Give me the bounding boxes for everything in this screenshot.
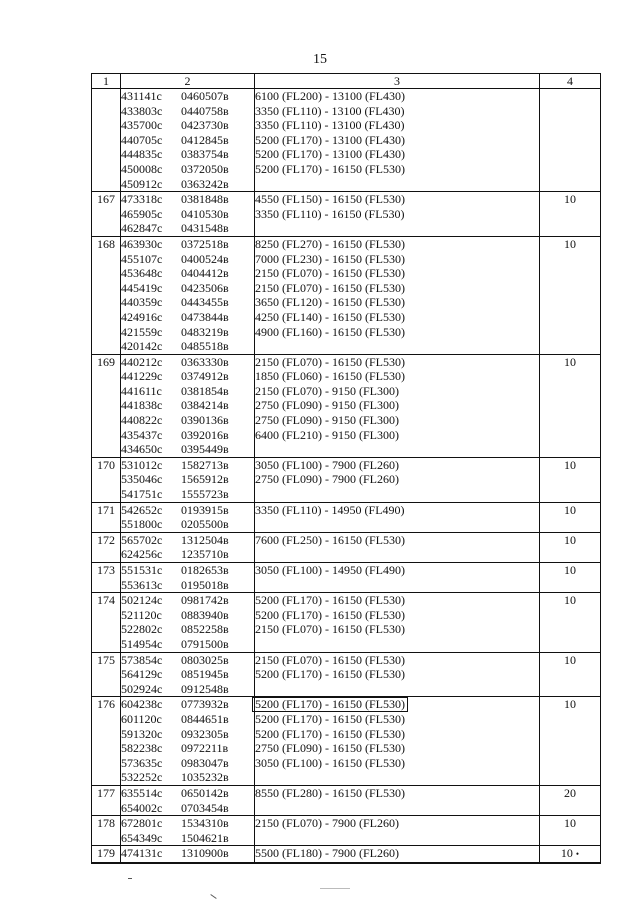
latitude-value: 551800с	[121, 517, 163, 532]
coordinate-pair	[121, 487, 254, 502]
table-row	[92, 593, 601, 652]
longitude-value: 0981742в	[181, 593, 229, 608]
coordinates-cell	[121, 354, 255, 457]
longitude-value: 0483219в	[181, 324, 229, 339]
longitude-value: 1565912в	[181, 472, 229, 487]
longitude-value: 0844651в	[181, 711, 229, 726]
latitude-value: 502124с	[121, 593, 163, 608]
coordinate-pair	[121, 237, 254, 252]
altitude-range: 5200 (FL170) - 16150 (FL530)	[255, 593, 405, 608]
row-number: 169	[92, 354, 121, 457]
table-row	[92, 192, 601, 237]
altitude-range: 8550 (FL280) - 16150 (FL530)	[255, 785, 405, 800]
coordinate-pair	[121, 667, 254, 682]
value-cell	[540, 192, 601, 237]
altitude-range: 2150 (FL070) - 16150 (FL530)	[255, 622, 405, 637]
value-cell	[540, 532, 601, 562]
latitude-value: 434650с	[121, 442, 163, 457]
bullet-mark: •	[575, 849, 580, 860]
altitude-range: 5200 (FL170) - 16150 (FL530)	[255, 161, 405, 176]
latitude-value: 565702с	[121, 532, 163, 547]
coordinates-table	[91, 73, 601, 864]
longitude-value: 0883940в	[181, 607, 229, 622]
coordinate-pair	[121, 727, 254, 742]
coordinate-pair	[121, 472, 254, 487]
row-value: 10	[564, 816, 576, 831]
table-row	[92, 502, 601, 532]
longitude-value: 1235710в	[181, 547, 229, 562]
latitude-value: 535046с	[121, 472, 163, 487]
altitude-range: 2150 (FL070) - 16150 (FL530)	[255, 280, 405, 295]
coordinates-cell	[121, 236, 255, 354]
coordinate-pair	[121, 653, 254, 668]
value-cell	[540, 593, 601, 652]
altitude-range: 3050 (FL100) - 7900 (FL260)	[255, 457, 399, 472]
row-value: 10	[564, 652, 576, 667]
latitude-value: 435437с	[121, 427, 163, 442]
altitude-range-cell	[255, 697, 540, 786]
row-value: 20	[564, 785, 576, 800]
row-value: 10	[564, 457, 576, 472]
longitude-value: 1310900в	[181, 846, 229, 861]
altitude-range: 2750 (FL090) - 9150 (FL300)	[255, 398, 399, 413]
longitude-value: 0703454в	[181, 800, 229, 815]
value-cell	[540, 563, 601, 593]
coordinates-cell	[121, 652, 255, 697]
longitude-value: 0485518в	[181, 339, 229, 354]
longitude-value: 0363330в	[181, 354, 229, 369]
altitude-range: 7000 (FL230) - 16150 (FL530)	[255, 251, 405, 266]
coordinates-cell	[121, 816, 255, 846]
latitude-value: 424916с	[121, 309, 163, 324]
longitude-value: 0381848в	[181, 192, 229, 207]
coordinate-pair	[121, 637, 254, 652]
row-number: 167	[92, 192, 121, 237]
altitude-range-cell	[255, 192, 540, 237]
table-row	[92, 236, 601, 354]
value-cell	[540, 816, 601, 846]
row-number: 168	[92, 236, 121, 354]
coordinate-pair	[121, 355, 254, 370]
table-row	[92, 457, 601, 502]
coordinate-pair	[121, 741, 254, 756]
value-cell	[540, 846, 601, 863]
altitude-range: 4550 (FL150) - 16150 (FL530)	[255, 192, 405, 207]
altitude-range: 1850 (FL060) - 16150 (FL530)	[255, 369, 405, 384]
longitude-value: 0983047в	[181, 755, 229, 770]
coordinates-cell	[121, 563, 255, 593]
coordinates-cell	[121, 846, 255, 863]
coordinate-pair	[121, 547, 254, 562]
latitude-value: 502924с	[121, 681, 163, 696]
value-cell	[540, 89, 601, 192]
longitude-value: 0423730в	[181, 118, 229, 133]
coordinate-pair	[121, 89, 254, 104]
table-row	[92, 652, 601, 697]
row-number: 171	[92, 502, 121, 532]
scan-mark	[210, 894, 216, 899]
longitude-value: 0410530в	[181, 206, 229, 221]
row-value: 10	[564, 532, 576, 547]
latitude-value: 635514с	[121, 785, 163, 800]
altitude-range-cell	[255, 532, 540, 562]
value-cell	[540, 236, 601, 354]
row-number: 177	[92, 785, 121, 815]
longitude-value: 0384214в	[181, 398, 229, 413]
latitude-value: 564129с	[121, 667, 163, 682]
latitude-value: 441838с	[121, 398, 163, 413]
coordinates-cell	[121, 593, 255, 652]
latitude-value: 433803с	[121, 103, 163, 118]
longitude-value: 1582713в	[181, 457, 229, 472]
altitude-range: 2150 (FL070) - 16150 (FL530)	[255, 266, 405, 281]
coordinates-cell	[121, 192, 255, 237]
latitude-value: 421559с	[121, 324, 163, 339]
header-col-3: 3	[255, 74, 540, 89]
table-row	[92, 354, 601, 457]
altitude-range-cell	[255, 816, 540, 846]
longitude-value: 1534310в	[181, 816, 229, 831]
altitude-range: 5200 (FL170) - 16150 (FL530)	[255, 711, 405, 726]
altitude-range: 3050 (FL100) - 16150 (FL530)	[255, 755, 405, 770]
latitude-value: 573854с	[121, 652, 163, 667]
altitude-range-cell	[255, 652, 540, 697]
coordinate-pair	[121, 503, 254, 518]
coordinates-cell	[121, 457, 255, 502]
altitude-range: 4250 (FL140) - 16150 (FL530)	[255, 309, 405, 324]
coordinate-pair	[121, 398, 254, 413]
latitude-value: 522802с	[121, 622, 163, 637]
row-value: 10	[564, 236, 576, 251]
altitude-range: 6400 (FL210) - 9150 (FL300)	[255, 427, 399, 442]
latitude-value: 450912с	[121, 176, 163, 191]
coordinate-pair	[121, 162, 254, 177]
row-value: 10	[564, 354, 576, 369]
coordinate-pair	[121, 310, 254, 325]
row-value: 10	[560, 846, 573, 861]
row-number: 173	[92, 563, 121, 593]
latitude-value: 542652с	[121, 502, 163, 517]
altitude-range: 2150 (FL070) - 16150 (FL530)	[255, 652, 405, 667]
coordinate-pair	[121, 593, 254, 608]
latitude-value: 453648с	[121, 266, 163, 281]
longitude-value: 0363242в	[181, 176, 229, 191]
scan-mark	[320, 888, 350, 889]
row-value: 10	[564, 593, 576, 608]
latitude-value: 531012с	[121, 457, 163, 472]
longitude-value: 0372050в	[181, 161, 229, 176]
longitude-value: 0423506в	[181, 280, 229, 295]
coordinate-pair	[121, 697, 254, 712]
latitude-value: 462847с	[121, 221, 163, 236]
table-row	[92, 846, 601, 863]
longitude-value: 0852258в	[181, 622, 229, 637]
latitude-value: 440212с	[121, 354, 163, 369]
longitude-value: 0803025в	[181, 652, 229, 667]
row-number: 178	[92, 816, 121, 846]
altitude-range: 2750 (FL090) - 16150 (FL530)	[255, 741, 405, 756]
longitude-value: 0374912в	[181, 369, 229, 384]
altitude-range: 2750 (FL090) - 7900 (FL260)	[255, 472, 399, 487]
altitude-range: 2150 (FL070) - 7900 (FL260)	[255, 816, 399, 831]
coordinate-pair	[121, 428, 254, 443]
longitude-value: 1504621в	[181, 830, 229, 845]
coordinate-pair	[121, 266, 254, 281]
latitude-value: 553613с	[121, 577, 163, 592]
longitude-value: 0650142в	[181, 785, 229, 800]
longitude-value: 0395449в	[181, 442, 229, 457]
coordinates-cell	[121, 785, 255, 815]
altitude-range-cell	[255, 846, 540, 863]
coordinate-pair	[121, 177, 254, 192]
altitude-range: 2750 (FL090) - 9150 (FL300)	[255, 413, 399, 428]
latitude-value: 672801с	[121, 816, 163, 831]
altitude-range-cell	[255, 563, 540, 593]
header-col-1: 1	[92, 74, 121, 89]
coordinate-pair	[121, 458, 254, 473]
header-col-4: 4	[540, 74, 601, 89]
table-row	[92, 785, 601, 815]
altitude-range-cell	[255, 593, 540, 652]
longitude-value: 0381854в	[181, 383, 229, 398]
scan-mark	[128, 878, 132, 879]
longitude-value: 0193915в	[181, 502, 229, 517]
coordinate-pair	[121, 831, 254, 846]
coordinates-cell	[121, 532, 255, 562]
row-value: 10	[564, 502, 576, 517]
latitude-value: 441229с	[121, 369, 163, 384]
latitude-value: 440359с	[121, 295, 163, 310]
longitude-value: 1312504в	[181, 532, 229, 547]
altitude-range-cell	[255, 785, 540, 815]
coordinate-pair	[121, 339, 254, 354]
value-cell	[540, 502, 601, 532]
value-cell	[540, 354, 601, 457]
table-row	[92, 532, 601, 562]
altitude-range: 3350 (FL110) - 13100 (FL430)	[255, 103, 405, 118]
longitude-value: 0404412в	[181, 266, 229, 281]
latitude-value: 654002с	[121, 800, 163, 815]
latitude-value: 551531с	[121, 563, 163, 577]
latitude-value: 474131с	[121, 846, 163, 861]
longitude-value: 0443455в	[181, 295, 229, 310]
latitude-value: 624256с	[121, 547, 163, 562]
altitude-range: 5200 (FL170) - 16150 (FL530)	[255, 607, 405, 622]
coordinate-pair	[121, 147, 254, 162]
altitude-range-cell	[255, 236, 540, 354]
coordinate-pair	[121, 413, 254, 428]
latitude-value: 420142с	[121, 339, 163, 354]
row-number	[92, 89, 121, 192]
altitude-range: 3350 (FL110) - 16150 (FL530)	[255, 206, 405, 221]
latitude-value: 521120с	[121, 607, 162, 622]
coordinate-pair	[121, 563, 254, 578]
longitude-value: 0773932в	[181, 697, 229, 712]
altitude-range: 5200 (FL170) - 16150 (FL530)	[252, 697, 408, 712]
altitude-range-cell	[255, 502, 540, 532]
altitude-range: 5500 (FL180) - 7900 (FL260)	[255, 846, 399, 861]
altitude-range: 2150 (FL070) - 16150 (FL530)	[255, 354, 405, 369]
page-number: 15	[313, 52, 327, 67]
value-cell	[540, 697, 601, 786]
altitude-range: 3650 (FL120) - 16150 (FL530)	[255, 295, 405, 310]
table-body	[92, 89, 601, 863]
latitude-value: 463930с	[121, 236, 163, 251]
longitude-value: 0195018в	[181, 577, 229, 592]
coordinate-pair	[121, 816, 254, 831]
row-number: 179	[92, 846, 121, 863]
altitude-range-cell	[255, 89, 540, 192]
row-value: 10	[564, 563, 576, 577]
longitude-value: 1555723в	[181, 487, 229, 502]
altitude-range: 3350 (FL110) - 14950 (FL490)	[255, 502, 405, 517]
row-value: 10	[564, 697, 576, 712]
latitude-value: 440822с	[121, 413, 163, 428]
altitude-range: 5200 (FL170) - 16150 (FL530)	[255, 726, 405, 741]
table-row	[92, 563, 601, 593]
latitude-value: 445419с	[121, 280, 163, 295]
longitude-value: 0412845в	[181, 132, 229, 147]
latitude-value: 541751с	[121, 487, 163, 502]
altitude-range: 4900 (FL160) - 16150 (FL530)	[255, 324, 405, 339]
altitude-range: 3350 (FL110) - 13100 (FL430)	[255, 118, 405, 133]
altitude-range: 2150 (FL070) - 9150 (FL300)	[255, 383, 399, 398]
coordinate-pair	[121, 133, 254, 148]
latitude-value: 435700с	[121, 118, 163, 133]
latitude-value: 455107с	[121, 251, 163, 266]
altitude-range: 5200 (FL170) - 13100 (FL430)	[255, 147, 405, 162]
coordinate-pair	[121, 281, 254, 296]
coordinate-pair	[121, 517, 254, 532]
longitude-value: 0912548в	[181, 681, 229, 696]
latitude-value: 431141с	[121, 89, 162, 103]
altitude-range: 7600 (FL250) - 16150 (FL530)	[255, 532, 405, 547]
table-row	[92, 89, 601, 192]
coordinate-pair	[121, 325, 254, 340]
altitude-range: 8250 (FL270) - 16150 (FL530)	[255, 236, 405, 251]
latitude-value: 441611с	[121, 383, 162, 398]
altitude-range: 5200 (FL170) - 16150 (FL530)	[255, 667, 405, 682]
coordinate-pair	[121, 295, 254, 310]
coordinate-pair	[121, 192, 254, 207]
coordinate-pair	[121, 252, 254, 267]
latitude-value: 444835с	[121, 147, 163, 162]
coordinate-pair	[121, 442, 254, 457]
longitude-value: 0383754в	[181, 147, 229, 162]
longitude-value: 0473844в	[181, 309, 229, 324]
latitude-value: 450008с	[121, 161, 163, 176]
header-row	[92, 74, 601, 89]
altitude-range: 5200 (FL170) - 13100 (FL430)	[255, 132, 405, 147]
coordinate-pair	[121, 608, 254, 623]
row-value: 10	[564, 192, 576, 207]
longitude-value: 0460507в	[181, 89, 229, 103]
coordinate-pair	[121, 118, 254, 133]
altitude-range: 3050 (FL100) - 14950 (FL490)	[255, 563, 405, 577]
longitude-value: 0851945в	[181, 667, 229, 682]
longitude-value: 0400524в	[181, 251, 229, 266]
coordinate-pair	[121, 369, 254, 384]
altitude-range-cell	[255, 457, 540, 502]
longitude-value: 0205500в	[181, 517, 229, 532]
longitude-value: 0390136в	[181, 413, 229, 428]
altitude-range: 6100 (FL200) - 13100 (FL430)	[255, 89, 405, 103]
latitude-value: 591320с	[121, 726, 163, 741]
coordinate-pair	[121, 622, 254, 637]
latitude-value: 465905с	[121, 206, 163, 221]
latitude-value: 601120с	[121, 711, 162, 726]
value-cell	[540, 652, 601, 697]
coordinate-pair	[121, 221, 254, 236]
coordinate-pair	[121, 207, 254, 222]
latitude-value: 654349с	[121, 830, 163, 845]
value-cell	[540, 457, 601, 502]
coordinate-pair	[121, 770, 254, 785]
latitude-value: 582238с	[121, 741, 163, 756]
coordinate-pair	[121, 682, 254, 697]
row-number: 170	[92, 457, 121, 502]
coordinates-cell	[121, 502, 255, 532]
latitude-value: 514954с	[121, 636, 163, 651]
table-row	[92, 697, 601, 786]
longitude-value: 0972211в	[181, 741, 229, 756]
row-number: 172	[92, 532, 121, 562]
longitude-value: 0372518в	[181, 236, 229, 251]
row-number: 174	[92, 593, 121, 652]
latitude-value: 604238с	[121, 697, 163, 712]
coordinate-pair	[121, 801, 254, 816]
coordinate-pair	[121, 104, 254, 119]
coordinate-pair	[121, 533, 254, 548]
row-number: 175	[92, 652, 121, 697]
longitude-value: 0392016в	[181, 427, 229, 442]
longitude-value: 1035232в	[181, 770, 229, 785]
coordinate-pair	[121, 384, 254, 399]
latitude-value: 532252с	[121, 770, 163, 785]
coordinate-pair	[121, 846, 254, 861]
header-col-2: 2	[121, 74, 255, 89]
table-row	[92, 816, 601, 846]
longitude-value: 0431548в	[181, 221, 229, 236]
value-cell	[540, 785, 601, 815]
coordinate-pair	[121, 786, 254, 801]
coordinates-cell	[121, 89, 255, 192]
longitude-value: 0440758в	[181, 103, 229, 118]
coordinates-cell	[121, 697, 255, 786]
altitude-range-cell	[255, 354, 540, 457]
longitude-value: 0182653в	[181, 563, 229, 577]
longitude-value: 0932305в	[181, 726, 229, 741]
latitude-value: 440705с	[121, 132, 163, 147]
coordinate-pair	[121, 578, 254, 593]
longitude-value: 0791500в	[181, 636, 229, 651]
latitude-value: 573635с	[121, 755, 163, 770]
row-number: 176	[92, 697, 121, 786]
coordinate-pair	[121, 756, 254, 771]
latitude-value: 473318с	[121, 192, 163, 207]
coordinate-pair	[121, 712, 254, 727]
